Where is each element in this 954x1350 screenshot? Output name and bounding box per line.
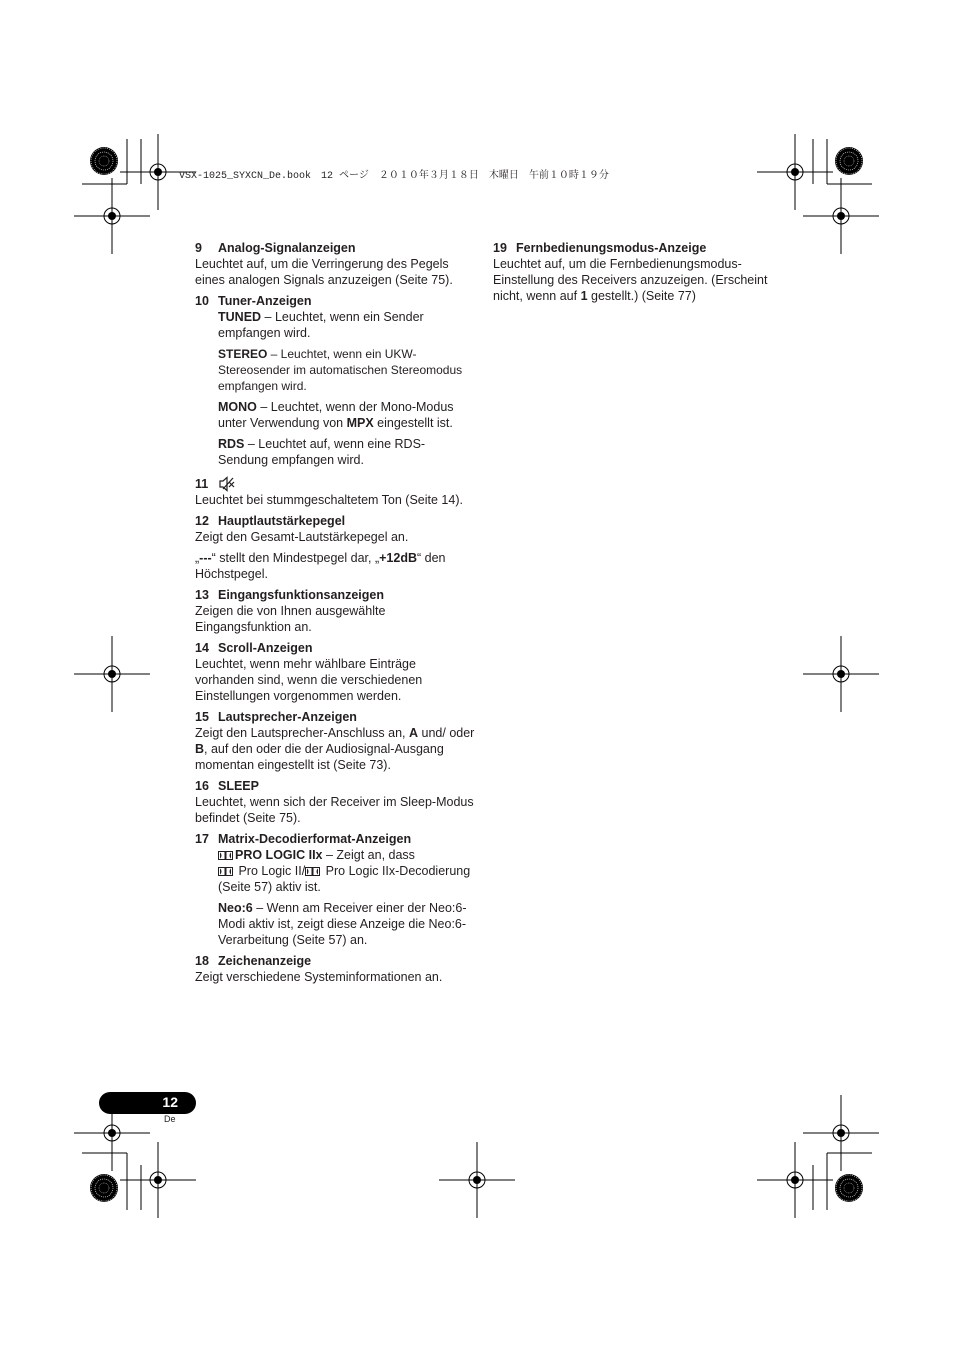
dolby-icon <box>218 851 233 860</box>
min-level: --- <box>199 551 212 565</box>
page-number: 12 <box>162 1094 178 1110</box>
tuned-description <box>218 309 475 341</box>
max-level: +12dB <box>379 551 417 565</box>
remote-setting-one: 1 <box>580 289 588 303</box>
neo6-label: Neo:6 <box>218 901 253 915</box>
print-header: VSX-1025_SYXCN_De.book 12 ページ ２０１０年３月１８日 木曜日 午前１０時１９分 <box>179 171 609 182</box>
level-text: “ stellt den Mindestpegel dar, „ <box>211 551 380 565</box>
item-title: Eingangsfunktionsanzeigen <box>218 588 384 602</box>
item-text <box>195 725 475 773</box>
item-16 <box>195 778 475 826</box>
dolby-icon <box>218 867 233 876</box>
pro-logic-description <box>218 847 475 895</box>
level-text-end: “ den Höchstpegel. <box>195 551 446 581</box>
pro-logic-text: – Zeigt an, dass <box>322 848 415 862</box>
item-number: 18 <box>195 954 209 968</box>
item-number: 9 <box>195 241 202 255</box>
left-column <box>195 240 475 990</box>
mute-icon <box>218 476 236 492</box>
neo6-text: – Wenn am Receiver einer der Neo:6-Modi aktiv ist, zeigt diese Anzeige die Neo:6-Verarbeitung (Seite 57) an. <box>218 901 467 947</box>
item-text: Leuchtet, wenn mehr wählbare Einträge vorhanden sind, wenn die verschiedenen Einstellungen vorgenommen werden. <box>195 657 423 703</box>
item-text: Leuchtet, wenn sich der Receiver im Sleep-Modus befindet (Seite 75). <box>195 795 474 825</box>
item-text: Leuchtet bei stummgeschaltetem Ton (Seite 14). <box>195 493 463 507</box>
pro-logic-iix-text: Pro Logic IIx-Decodierung (Seite 57) aktiv ist. <box>218 864 471 894</box>
item-number: 12 <box>195 514 209 528</box>
speaker-text: Zeigt den Lautsprecher-Anschluss an, <box>195 726 410 740</box>
item-text: Leuchtet auf, um die Verringerung des Pegels eines analogen Signals anzuzeigen (Seite 75). <box>195 257 453 287</box>
item-title: Scroll-Anzeigen <box>218 641 313 655</box>
neo6-description <box>218 900 475 948</box>
item-title: Hauptlautstärkepegel <box>218 514 346 528</box>
item-number: 13 <box>195 588 209 602</box>
item-number: 14 <box>195 641 209 655</box>
pro-logic-label: PRO LOGIC IIx <box>235 848 323 862</box>
speaker-a: A <box>409 726 419 740</box>
item-text <box>493 256 773 304</box>
dolby-icon <box>305 867 320 876</box>
stereo-text: – Leuchtet, wenn ein UKW-Stereosender im automatischen Stereomodus empfangen wird. <box>218 347 463 393</box>
speaker-b: B <box>195 742 205 756</box>
item-13 <box>195 587 475 635</box>
rds-label: RDS <box>218 437 245 451</box>
item-number: 15 <box>195 710 209 724</box>
item-title: Zeichenanzeige <box>218 954 312 968</box>
mono-label: MONO <box>218 400 257 414</box>
item-number: 11 <box>195 477 209 491</box>
speaker-text-end: , auf den oder die der Audiosignal-Ausgang momentan eingestellt ist (Seite 73). <box>195 742 444 772</box>
item-title: SLEEP <box>218 779 259 793</box>
item-number: 10 <box>195 294 209 308</box>
item-text: Zeigt verschiedene Systeminformationen an. <box>195 970 443 984</box>
item-text: Zeigen die von Ihnen ausgewählte Eingangsfunktion an. <box>195 604 386 634</box>
item-title: Fernbedienungsmodus-Anzeige <box>516 241 707 255</box>
page-number-badge <box>99 1092 196 1114</box>
quote-open: „ <box>195 551 200 565</box>
item-9 <box>195 240 475 288</box>
remote-text: Leuchtet auf, um die Fernbedienungsmodus-Einstellung des Receivers anzuzeigen. (Erscheint nicht, wenn auf <box>493 257 768 303</box>
mono-text-end: eingestellt ist. <box>373 416 453 430</box>
item-14 <box>195 640 475 704</box>
remote-text-end: gestellt.) (Seite 77) <box>587 289 696 303</box>
mono-text: – Leuchtet, wenn der Mono-Modus unter Verwendung von <box>218 400 454 430</box>
stereo-label: STEREO <box>218 347 268 361</box>
rds-text: – Leuchtet auf, wenn eine RDS-Sendung empfangen wird. <box>218 437 426 467</box>
item-title: Matrix-Decodierformat-Anzeigen <box>218 832 412 846</box>
tuned-text: – Leuchtet, wenn ein Sender empfangen wird. <box>218 310 424 340</box>
mono-description <box>218 399 475 431</box>
rds-description <box>218 436 475 468</box>
item-title: Tuner-Anzeigen <box>218 294 312 308</box>
item-18 <box>195 953 475 985</box>
item-number: 17 <box>195 832 209 846</box>
item-number: 19 <box>493 241 507 255</box>
speaker-text-mid: und/ oder <box>418 726 475 740</box>
item-text: Zeigt den Gesamt-Lautstärkepegel an. <box>195 530 409 544</box>
item-15 <box>195 709 475 773</box>
item-title: Analog-Signalanzeigen <box>218 241 356 255</box>
item-number: 16 <box>195 779 209 793</box>
item-19 <box>493 240 773 304</box>
item-title: Lautsprecher-Anzeigen <box>218 710 357 724</box>
item-17 <box>195 831 475 948</box>
level-range-text <box>195 550 475 582</box>
stereo-description <box>218 346 475 394</box>
item-10 <box>195 293 475 468</box>
language-code: De <box>164 1114 176 1124</box>
mpx-label: MPX <box>346 416 374 430</box>
item-12 <box>195 513 475 582</box>
item-11 <box>195 476 475 508</box>
pro-logic-ii-text: Pro Logic II/ <box>235 864 306 878</box>
tuned-label: TUNED <box>218 310 262 324</box>
right-column <box>493 240 773 309</box>
